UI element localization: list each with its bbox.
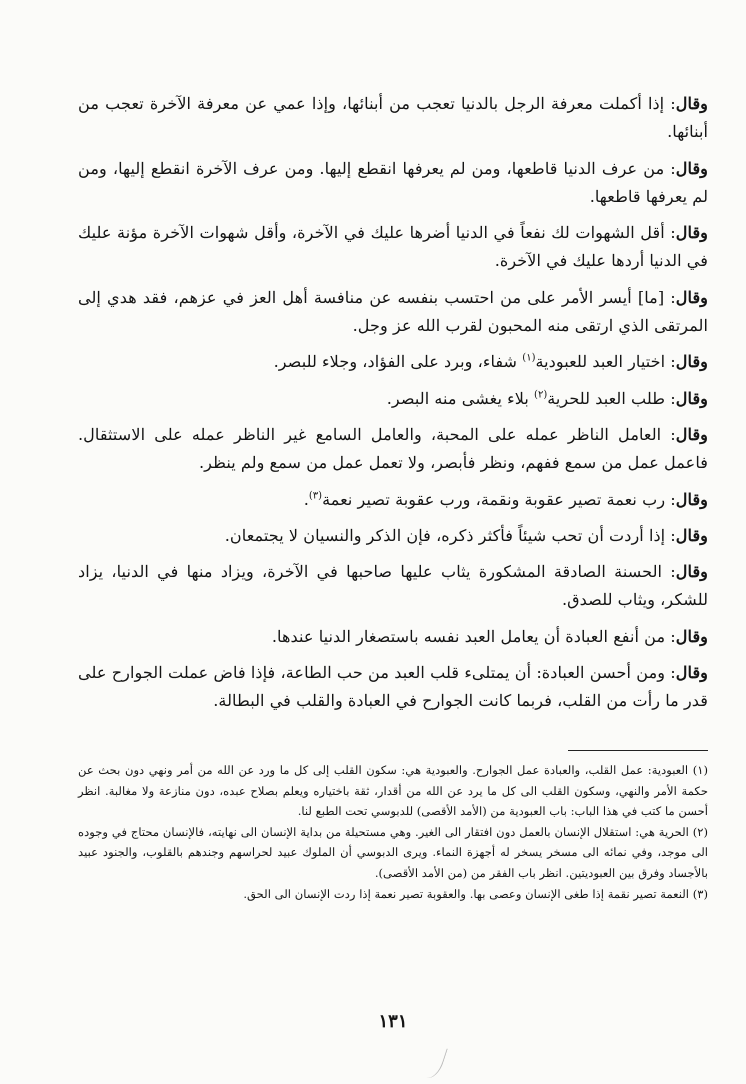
saying-text: : الحسنة الصادقة المشكورة يثاب عليها صاحبها في الآخرة، ويزاد منها في الدنيا، يزاد للشكر، ويثاب للصدق. [78,562,708,610]
saying-label: وقال [675,223,708,243]
footnote-divider [568,750,708,751]
saying-paragraph [78,558,708,615]
footnote [78,884,708,905]
saying-text: : من أنفع العبادة أن يعامل العبد نفسه باستصغار الدنيا عندها. [271,626,676,646]
saying-paragraph [78,623,708,651]
saying-text: : العامل الناظر عمله على المحبة، والعامل السامع غير الناظر عمله على الاستثقال. فاعمل عمل من سمع ففهم، ونظر فأبصر، ولا تعمل عمل من سمع ولم ينظر. [78,424,708,473]
footnote-ref: (١) [522,352,536,364]
saying-paragraph [78,659,708,716]
footnote-number: (٢) [692,824,709,839]
footnote-text: النعمة تصير نقمة إذا طغى الإنسان وعصى بها. والعقوبة تصير نعمة إذا ردت الإنسان الى الحق. [243,886,690,901]
saying-paragraph [78,486,708,514]
saying-text: : اختيار العبد للعبودية [535,352,676,372]
saying-text-rest: بلاء يغشى منه البصر. [386,388,535,408]
saying-label: وقال [675,388,708,408]
footnote [78,822,708,884]
saying-text: : [ما] أيسر الأمر على من احتسب بنفسه عن منافسة أهل العز في عزهم، فقد هدي إلى المرتقى الذي ارتقى منه المحبون لقرب الله عز وجل. [78,287,708,336]
saying-label: وقال [675,525,708,545]
saying-text: : ومن أحسن العبادة: أن يمتلىء قلب العبد من حب الطاعة، فإذا فاض عملت الجوارح على قدر ما رأت من القلب، فربما كانت الجوارح في العبادة والقلب في البطالة. [78,663,708,711]
footnote-ref: (٣) [308,490,323,502]
page-area [78,0,708,1084]
saying-paragraph [78,219,708,276]
saying-paragraph [78,284,708,341]
saying-label: وقال [675,158,708,178]
saying-label: وقال [675,489,708,509]
saying-text: : إذا أكملت معرفة الرجل بالدنيا تعجب من أبنائها، وإذا عمي عن معرفة الآخرة تعجب من أبنائها. [78,94,708,142]
footnotes [78,760,708,904]
footnote-number: (٣) [692,886,708,901]
saying-text: : رب نعمة تصير عقوبة ونقمة، ورب عقوبة تصير نعمة [322,489,676,509]
saying-text: : من عرف الدنيا قاطعها، ومن لم يعرفها انقطع إليها. ومن عرف الآخرة انقطع إليها، ومن لم يعرفها قاطعها. [78,158,708,206]
saying-label: وقال [675,424,708,444]
footnote-text: الحرية هي: استقلال الإنسان بالعمل دون افتقار الى الغير. وهي مستحيلة من بداية الإنسان الى نهايته، فالإنسان محتاج في وجوده الى موجد، وفي نمائه الى مسخر يسخر له أجهزة النماء. ويرى الدبوسي أن الملوك عبيد لحراسهم وجندهم بالقلوب، والجنود عبيد بالأجساد وفرق بين العبوديتين. انظر باب الفقر من (من الأمد الأقصى). [78,824,708,880]
saying-paragraph [78,348,708,376]
saying-text-rest: . [303,489,309,509]
footnote-number: (١) [692,763,709,777]
saying-text: : إذا أردت أن تحب شيئاً فأكثر ذكره، فإن الذكر والنسيان لا يجتمعان. [224,525,676,545]
main-text [78,90,708,724]
footnote-text: العبودية: عمل القلب، والعبادة عمل الجوارح. والعبودية هي: سكون القلب إلى كل ما ورد عن الله من أمر ونهي دون بحث عن حكمة الأمر والنهي، وسكون القلب الى كل ما يرد عن الله من أقدار، ثقة باختياره ويعلم بصلاح عبده، دون منازعة ولا مغالبة. انظر أحسن ما كتب في هذا الباب: باب العبودية من (الأمد الأقصى) للدبوسي تحت الطبع لنا. [78,763,708,819]
saying-paragraph [78,522,708,550]
saying-text: : طلب العبد للحرية [547,388,676,408]
page-number: ١٣١ [378,1011,408,1032]
saying-paragraph [78,90,708,147]
saying-label: وقال [675,663,708,683]
saying-text: : أقل الشهوات لك نفعاً في الدنيا أضرها عليك في الآخرة، وأقل شهوات الآخرة مؤنة عليك في الدنيا أردها عليك في الآخرة. [78,223,708,271]
saying-text-rest: شفاء، وبرد على الفؤاد، وجلاء للبصر. [273,352,523,372]
footnote-ref: (٢) [534,389,548,401]
saying-label: وقال [675,626,708,646]
saying-paragraph [78,155,708,212]
saying-label: وقال [675,562,708,582]
saying-label: وقال [675,94,708,113]
footnote [78,760,708,822]
saying-paragraph [78,385,708,413]
saying-label: وقال [675,352,708,372]
saying-paragraph [78,421,708,478]
saying-label: وقال [675,287,708,307]
